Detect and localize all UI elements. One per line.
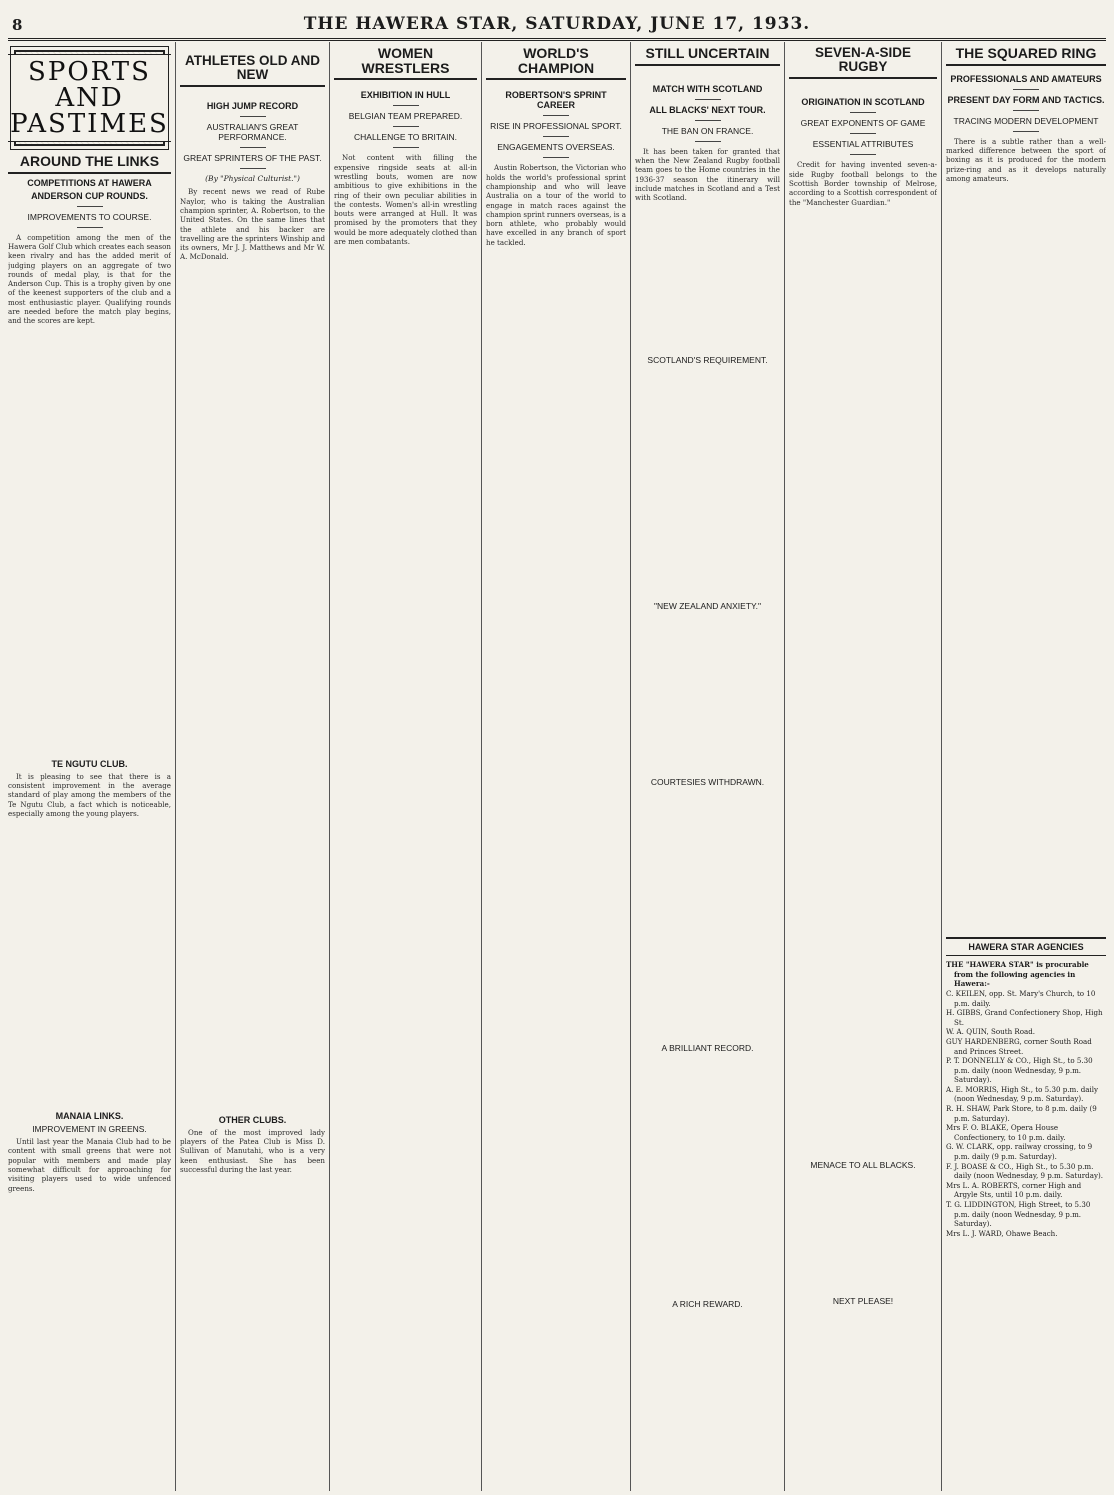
section-heading: OTHER CLUBS.	[218, 1114, 287, 1125]
article-text: It has been taken for granted that when the New Zealand Rugby football team goes to the Home countries in the 1936-37 season the itinerary will include matches in Scotland and a Test with Scotland.	[635, 146, 780, 203]
byline: (By "Physical Culturist.")	[205, 174, 300, 184]
subheading: IMPROVEMENT IN GREENS.	[32, 1124, 147, 1135]
agencies-heading: HAWERA STAR AGENCIES	[968, 942, 1084, 953]
article-text: Austin Robertson, the Victorian who holds the world's professional sprint championship and who will leave Australia on a tour of the world to engage in match races against the champion sprint runners overseas, is a born athlete, who probably would have excelled in any branch of sport he tackled.	[486, 163, 626, 247]
agency-item: GUY HARDENBERG, corner South Road and Princes Street.	[946, 1036, 1092, 1056]
article-body	[789, 207, 937, 1157]
article-body	[180, 262, 325, 1112]
column-rule	[481, 42, 482, 1491]
article-body	[946, 183, 1106, 933]
article-text: Not content with filling the expensive ringside seats at all-in wrestling bouts, women are now ambitious to give exhibitions in the ring of their own peculiar abilities in the contests. Women's all-in wrestling bouts were arranged at Hull. It was promised by the promoters that they would be more adequately clothed than are men combatants.	[334, 153, 477, 247]
column-rugby-scotland	[635, 44, 780, 1489]
subheading: COMPETITIONS AT HAWERA	[27, 177, 152, 188]
headline: WOMEN WRESTLERS	[334, 46, 477, 80]
article-text: One of the most improved lady players of the Patea Club is Miss D. Sullivan of Manutahi, who is a very keen enthusiast. She has been successful during the last year.	[180, 1127, 325, 1174]
subheading: ROBERTSON'S SPRINT CAREER	[505, 90, 607, 111]
masthead	[8, 12, 1106, 41]
column-rule	[784, 42, 785, 1491]
subheading: CHALLENGE TO BRITAIN.	[354, 132, 457, 143]
agency-item: A. E. MORRIS, High St., to 5.30 p.m. daily (noon Wednesday, 9 p.m. Saturday).	[946, 1084, 1099, 1104]
column-rule	[175, 42, 176, 1491]
section-heading: NEXT PLEASE!	[832, 1295, 894, 1306]
column-athletics	[180, 44, 325, 1489]
article-body	[8, 818, 171, 1108]
agency-item: Mrs L. J. WARD, Ohawe Beach.	[946, 1228, 1058, 1238]
article-body	[635, 368, 780, 598]
agencies-list	[946, 989, 1106, 1238]
headline: WORLD'S CHAMPION	[486, 46, 626, 80]
sports-banner-title: SPORTS AND PASTIMES	[8, 54, 171, 142]
article-body	[635, 202, 780, 352]
article-body	[789, 1309, 937, 1429]
article-body	[8, 326, 171, 756]
column-boxing	[946, 44, 1106, 1489]
subheading: ORIGINATION IN SCOTLAND	[801, 97, 925, 108]
subheading: ENGAGEMENTS OVERSEAS.	[497, 142, 615, 153]
subheading: GREAT SPRINTERS OF THE PAST.	[183, 153, 322, 164]
article-body	[635, 790, 780, 1040]
article-text: There is a subtle rather than a well-marked difference between the sport of boxing as it is produced for the modern prize-ring and as it develops naturally among amateurs.	[946, 136, 1106, 183]
article-body	[635, 614, 780, 774]
sports-banner	[10, 50, 169, 146]
article-text: A competition among the men of the Hawera Golf Club which creates each season keen rivalry and has the added merit of judging players on an aggregate of two rounds of medal play, is that for the Anderson Cup. This is a trophy given by one of the keenest supporters of the club and a most enthusiastic player. Qualifying rounds are needed before the match play begins, and the scores are kept.	[8, 232, 171, 326]
subheading: BELGIAN TEAM PREPARED.	[348, 111, 463, 122]
column-seven-a-side	[789, 44, 937, 1489]
agency-item: F. J. BOASE & CO., High St., to 5.30 p.m. daily (noon Wednesday, 9 p.m. Saturday).	[946, 1161, 1103, 1181]
column-rule	[941, 42, 942, 1491]
subheading: TRACING MODERN DEVELOPMENT	[953, 115, 1099, 126]
section-heading: TE NGUTU CLUB.	[51, 758, 128, 769]
column-wrestlers	[334, 44, 477, 1489]
article-body	[334, 246, 477, 1489]
agency-item: Mrs F. O. BLAKE, Opera House Confectionery, to 10 p.m. daily.	[946, 1123, 1066, 1142]
subheading: THE BAN ON FRANCE.	[661, 125, 754, 136]
article-body	[486, 247, 626, 1489]
headline: STILL UNCERTAIN	[635, 46, 780, 66]
subheading: RISE IN PROFESSIONAL SPORT.	[490, 121, 622, 132]
subheading: HIGH JUMP RECORD	[206, 101, 299, 112]
article-body	[789, 1173, 937, 1293]
agency-item: H. GIBBS, Grand Confectionery Shop, High St.	[946, 1008, 1103, 1027]
subheading: AUSTRALIAN'S GREAT PERFORMANCE.	[206, 122, 299, 143]
subheading: MATCH WITH SCOTLAND	[652, 83, 763, 94]
article-text: Credit for having invented seven-a-side Rugby football belongs to the Scottish Border township of Melrose, according to a Scottish correspondent of the "Manchester Guardian."	[789, 160, 937, 207]
agency-item: P. T. DONNELLY & CO., High St., to 5.30 p.m. daily (noon Wednesday, 9 p.m. Saturday).	[946, 1056, 1093, 1085]
article-body	[635, 1312, 780, 1489]
article-text: It is pleasing to see that there is a consistent improvement in the average standard of play among the members of the Te Ngutu Club, a fact which is noticeable, especially among the young players.	[8, 771, 171, 818]
page-number: 8	[12, 16, 23, 34]
column-golf	[8, 44, 171, 1489]
agency-item: W. A. QUIN, South Road.	[946, 1027, 1036, 1037]
subheading: PROFESSIONALS AND AMATEURS	[950, 73, 1102, 84]
section-heading: MANAIA LINKS.	[55, 1111, 124, 1122]
agencies-intro: THE "HAWERA STAR" is procurable from the following agencies in Hawera:-	[946, 960, 1089, 989]
subheading: ESSENTIAL ATTRIBUTES	[812, 139, 914, 150]
subheading: IMPROVEMENTS TO COURSE.	[27, 211, 152, 222]
agency-item: Mrs L. A. ROBERTS, corner High and Argyle Sts, until 10 p.m. daily.	[946, 1180, 1082, 1200]
subheading: ANDERSON CUP ROUNDS.	[31, 190, 148, 201]
column-rule	[329, 42, 330, 1491]
article-body	[635, 1056, 780, 1296]
agency-item: C. KEILEN, opp. St. Mary's Church, to 10 p.m. daily.	[946, 988, 1096, 1008]
headline: THE SQUARED RING	[946, 46, 1106, 66]
section-heading: A BRILLIANT RECORD.	[661, 1043, 754, 1054]
newspaper-title: THE HAWERA STAR, SATURDAY, JUNE 17, 1933.	[303, 14, 811, 34]
section-heading: SCOTLAND'S REQUIREMENT.	[647, 355, 768, 366]
column-champion	[486, 44, 626, 1489]
article-text: By recent news we read of Rube Naylor, who is taking the Australian champion sprinter, A. Robertson, to the United States. On the same lines that the athlete and his backer are travelling are the sprinters Winship and its owners, Mr J. J. Matthews and Mr W. A. McDonald.	[180, 187, 325, 262]
column-rule	[630, 42, 631, 1491]
section-heading: MENACE TO ALL BLACKS.	[810, 1159, 916, 1170]
subheading: ALL BLACKS' NEXT TOUR.	[649, 104, 766, 115]
headline: AROUND THE LINKS	[8, 154, 171, 174]
agency-item: T. G. LIDDINGTON, High Street, to 5.30 p.m. daily (noon Wednesday, 9 p.m. Saturday).	[946, 1200, 1091, 1229]
section-heading: A RICH REWARD.	[672, 1299, 743, 1310]
article-body	[180, 1174, 325, 1474]
agency-item: R. H. SHAW, Park Store, to 8 p.m. daily (9 p.m. Saturday).	[946, 1104, 1097, 1123]
headline: ATHLETES OLD AND NEW	[180, 54, 325, 87]
section-heading: COURTESIES WITHDRAWN.	[650, 777, 765, 788]
article-body	[8, 1193, 171, 1413]
headline: SEVEN-A-SIDE RUGBY	[789, 46, 937, 79]
subheading: GREAT EXPONENTS OF GAME	[800, 118, 926, 129]
subheading: EXHIBITION IN HULL	[360, 90, 451, 101]
section-heading: "NEW ZEALAND ANXIETY."	[654, 601, 761, 612]
agency-item: G. W. CLARK, opp. railway crossing, to 9 p.m. daily (9 p.m. Saturday).	[946, 1142, 1093, 1162]
article-text: Until last year the Manaia Club had to be content with small greens that were not popular with members and made play somewhat difficult for approaching for visiting players used to wide unfenced greens.	[8, 1137, 171, 1193]
subheading: PRESENT DAY FORM AND TACTICS.	[947, 94, 1105, 105]
